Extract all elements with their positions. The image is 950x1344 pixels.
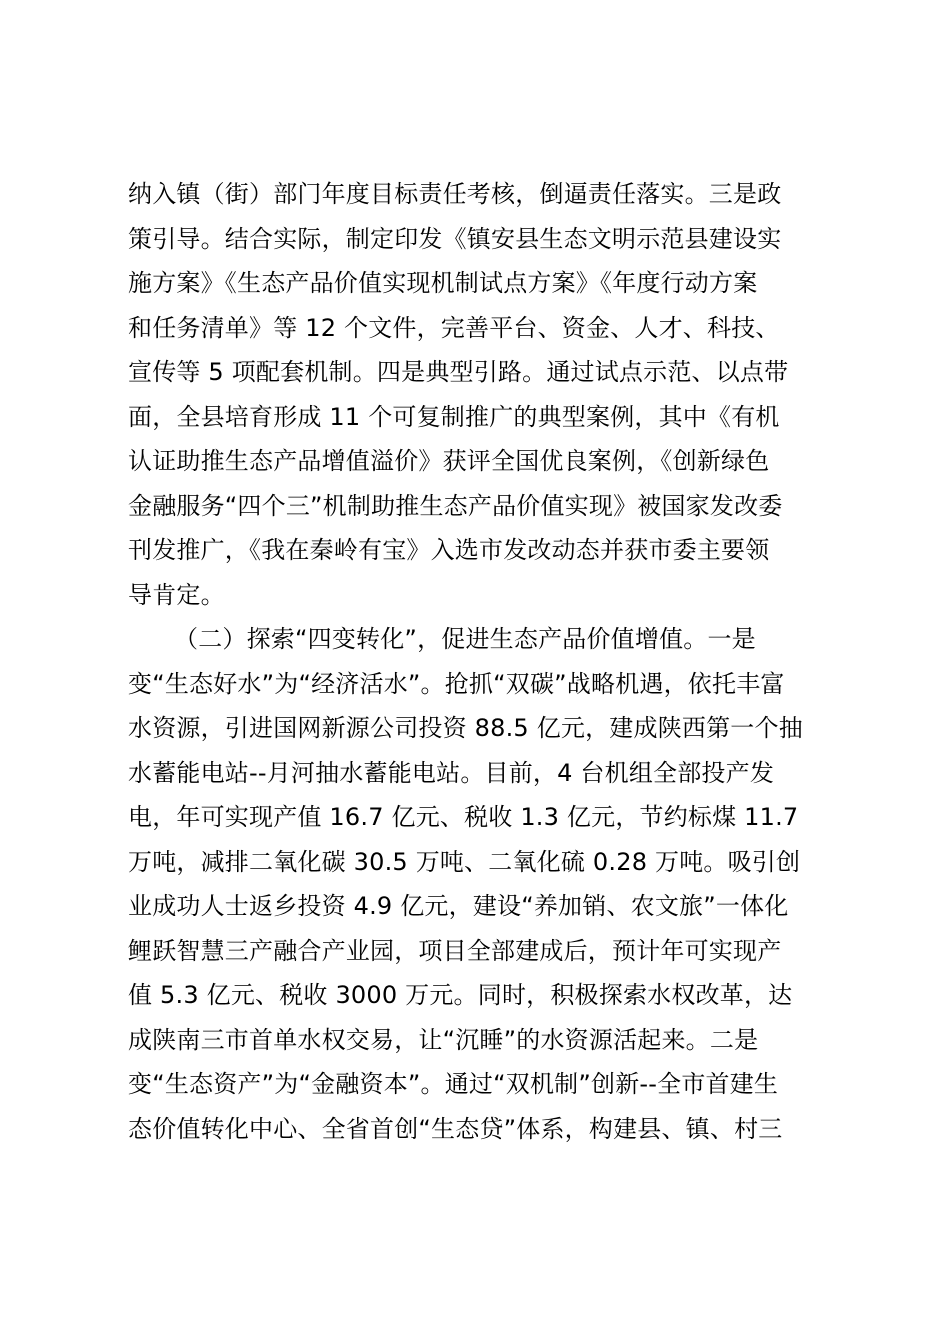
text-line: 施方案》《生态产品价值实现机制试点方案》《年度行动方案 bbox=[128, 269, 758, 297]
section-heading-line: （二）探索“四变转化”，促进生态产品价值增值。一是 bbox=[174, 625, 756, 653]
text-line: 成陕南三市首单水权交易，让“沉睡”的水资源活起来。二是 bbox=[128, 1025, 759, 1054]
text-line: 水蓄能电站--月河抽水蓄能电站。目前，4 台机组全部投产发 bbox=[128, 758, 775, 787]
body-text bbox=[128, 172, 848, 1151]
text-line: 面，全县培育形成 11 个可复制推广的典型案例，其中《有机 bbox=[128, 402, 780, 431]
text-line: 水资源，引进国网新源公司投资 88.5 亿元，建成陕西第一个抽 bbox=[128, 714, 803, 742]
text-line: 金融服务“四个三”机制助推生态产品价值实现》被国家发改委 bbox=[128, 491, 783, 520]
text-line: 值 5.3 亿元、税收 3000 万元。同时，积极探索水权改革，达 bbox=[128, 981, 793, 1009]
text-line: 纳入镇（街）部门年度目标责任考核，倒逼责任落实。三是政 bbox=[128, 180, 782, 208]
text-line: 万吨，减排二氧化碳 30.5 万吨、二氧化硫 0.28 万吨。吸引创 bbox=[128, 847, 801, 876]
text-line: 认证助推生态产品增值溢价》获评全国优良案例，《创新绿色 bbox=[128, 447, 770, 475]
text-line: 刊发推广，《我在秦岭有宝》入选市发改动态并获市委主要领 bbox=[128, 536, 770, 564]
text-line: 变“生态好水”为“经济活水”。抢抓“双碳”战略机遇，依托丰富 bbox=[128, 669, 785, 698]
text-line: 鲤跃智慧三产融合产业园，项目全部建成后，预计年可实现产 bbox=[128, 936, 782, 965]
text-line: 宣传等 5 项配套机制。四是典型引路。通过试点示范、以点带 bbox=[128, 358, 789, 386]
text-line: 和任务清单》等 12 个文件，完善平台、资金、人才、科技、 bbox=[128, 313, 780, 342]
text-line: 策引导。结合实际，制定印发《镇安县生态文明示范县建设实 bbox=[128, 224, 782, 253]
text-line: 导肯定。 bbox=[128, 580, 225, 609]
text-line: 业成功人士返乡投资 4.9 亿元，建设“养加销、农文旅”一体化 bbox=[128, 892, 789, 920]
text-line: 电，年可实现产值 16.7 亿元、税收 1.3 亿元，节约标煤 11.7 bbox=[128, 803, 799, 831]
text-line: 态价值转化中心、全省首创“生态贷”体系，构建县、镇、村三 bbox=[128, 1114, 783, 1143]
text-line: 变“生态资产”为“金融资本”。通过“双机制”创新--全市首建生 bbox=[128, 1070, 779, 1098]
